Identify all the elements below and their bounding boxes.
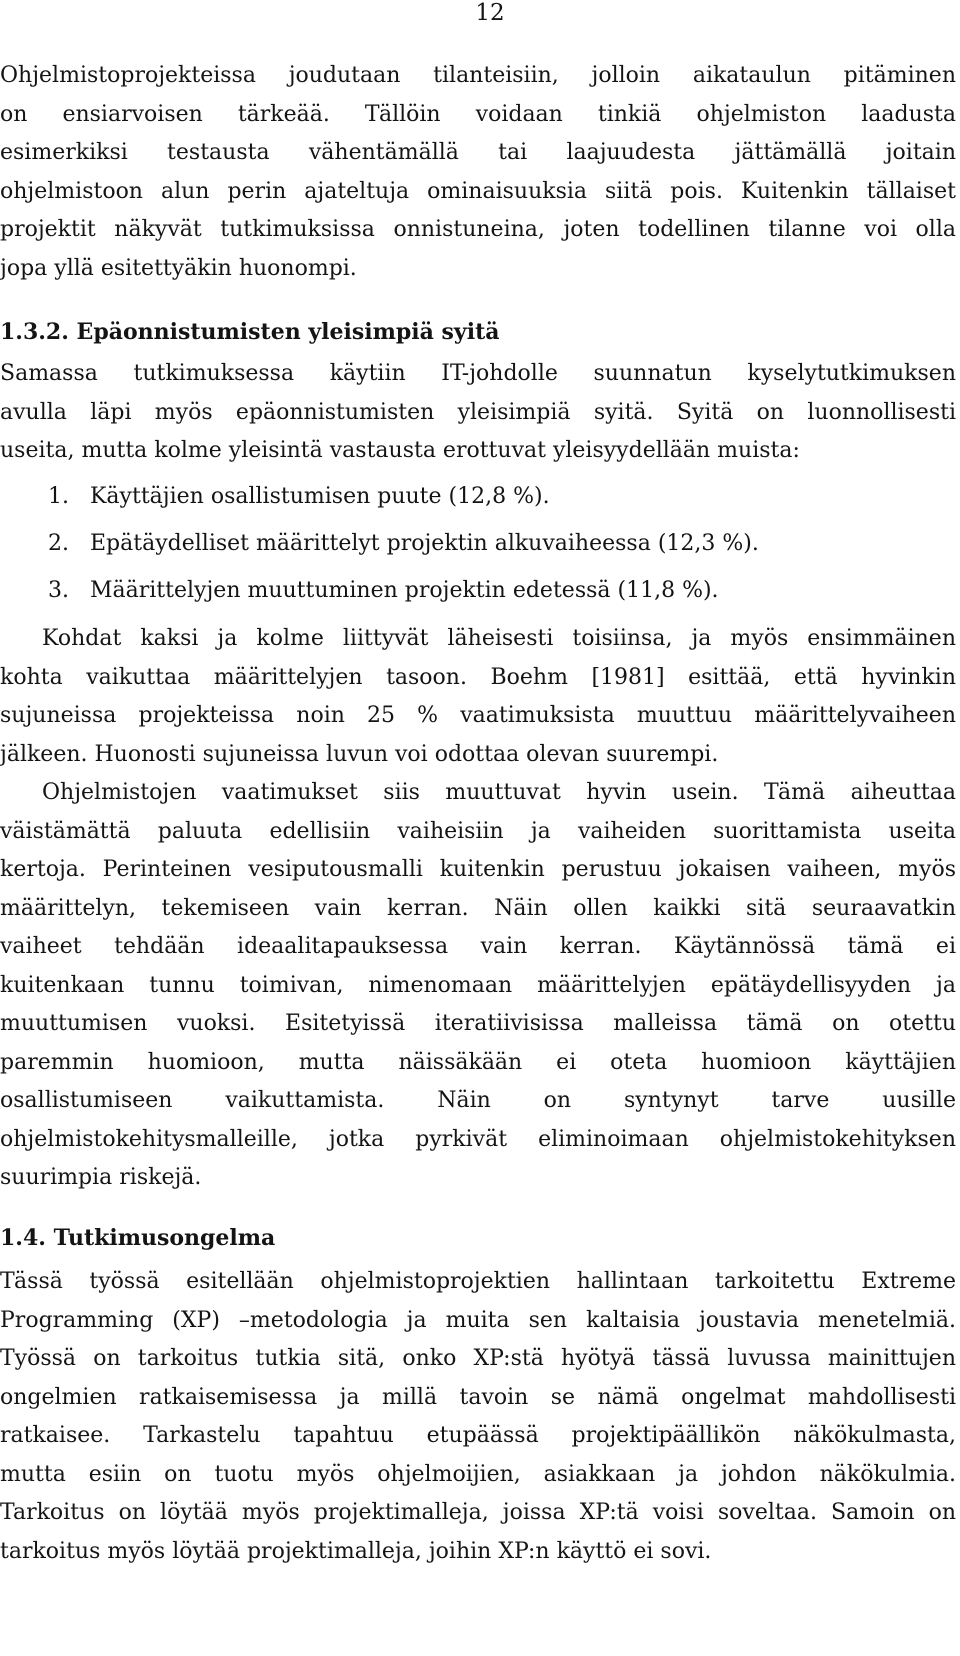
list-number: 2. bbox=[48, 531, 69, 556]
page-number: 12 bbox=[475, 0, 505, 26]
text-line: tarkoitus myös löytää projektimalleja, joihin XP:n käyttö ei sovi. bbox=[0, 1538, 712, 1564]
list-text: Määrittelyjen muuttuminen projektin edetessä (11,8 %). bbox=[90, 578, 719, 603]
text-line: sujuneissa projekteissa noin 25 % vaatimuksista muuttuu määrittelyvaiheen bbox=[0, 703, 956, 728]
text-line: ratkaisee. Tarkastelu tapahtuu etupäässä projektipäällikön näkökulmasta, bbox=[0, 1423, 956, 1448]
list-text: Epätäydelliset määrittelyt projektin alkuvaiheessa (12,3 %). bbox=[90, 531, 759, 556]
paragraph-causes-intro bbox=[0, 355, 956, 471]
text-line: ohjelmistokehitysmalleille, jotka pyrkivät eliminoimaan ohjelmistokehityksen bbox=[0, 1126, 956, 1152]
list-number: 3. bbox=[48, 578, 69, 603]
text-line: avulla läpi myös epäonnistumisten yleisimpiä syitä. Syitä on luonnollisesti bbox=[0, 399, 956, 425]
text-line: Tarkoitus on löytää myös projektimalleja, joissa XP:tä voisi soveltaa. Samoin on bbox=[0, 1500, 956, 1525]
text-line: Työssä on tarkoitus tutkia sitä, onko XP:stä hyötyä tässä luvussa mainittujen bbox=[0, 1346, 956, 1371]
paragraph-requirements bbox=[0, 774, 956, 1198]
text-line: määrittelyn, tekemiseen vain kerran. Näin ollen kaikki sitä seuraavatkin bbox=[0, 895, 956, 921]
text-line: Samassa tutkimuksessa käytiin IT-johdolle suunnatun kyselytutkimuksen bbox=[0, 361, 956, 386]
list-item bbox=[48, 529, 759, 559]
text-line: vaiheet tehdään ideaalitapauksessa vain kerran. Käytännössä tämä ei bbox=[0, 934, 956, 959]
text-line: projektit näkyvät tutkimuksissa onnistuneina, joten todellinen tilanne voi olla bbox=[0, 217, 956, 242]
list-number: 1. bbox=[48, 484, 69, 509]
paragraph-intro bbox=[0, 57, 956, 288]
section-heading-1-4: 1.4. Tutkimusongelma bbox=[0, 1225, 276, 1251]
list-text: Käyttäjien osallistumisen puute (12,8 %). bbox=[90, 484, 550, 509]
text-line: paremmin huomioon, mutta näissäkään ei oteta huomioon käyttäjien bbox=[0, 1049, 956, 1075]
text-line: väistämättä paluuta edellisiin vaiheisiin ja vaiheiden suorittamista useita bbox=[0, 818, 956, 844]
text-line: Tässä työssä esitellään ohjelmistoprojektien hallintaan tarkoitettu Extreme bbox=[0, 1269, 956, 1294]
text-line: kohta vaikuttaa määrittelyjen tasoon. Boehm [1981] esittää, että hyvinkin bbox=[0, 664, 956, 690]
text-line: kuitenkaan tunnu toimivan, nimenomaan määrittelyjen epätäydellisyyden ja bbox=[0, 972, 956, 998]
text-line: Programming (XP) –metodologia ja muita sen kaltaisia joustavia menetelmiä. bbox=[0, 1307, 956, 1333]
text-line: suurimpia riskejä. bbox=[0, 1165, 202, 1190]
text-line: Ohjelmistojen vaatimukset siis muuttuvat hyvin usein. Tämä aiheuttaa bbox=[42, 780, 956, 805]
text-line: kertoja. Perinteinen vesiputousmalli kuitenkin perustuu jokaisen vaiheen, myös bbox=[0, 857, 956, 882]
text-line: jopa yllä esitettyäkin huonompi. bbox=[0, 255, 357, 281]
list-item bbox=[48, 482, 550, 512]
text-line: muuttumisen vuoksi. Esitetyissä iteratiivisissa malleissa tämä on otettu bbox=[0, 1011, 956, 1036]
text-line: ohjelmistoon alun perin ajateltuja ominaisuuksia siitä pois. Kuitenkin tällaiset bbox=[0, 178, 956, 204]
text-line: on ensiarvoisen tärkeää. Tällöin voidaan tinkiä ohjelmiston laadusta bbox=[0, 101, 956, 127]
text-line: esimerkiksi testausta vähentämällä tai laajuudesta jättämällä joitain bbox=[0, 140, 956, 165]
text-line: jälkeen. Huonosti sujuneissa luvun voi odottaa olevan suurempi. bbox=[0, 741, 719, 767]
text-line: useita, mutta kolme yleisintä vastausta erottuvat yleisyydellään muista: bbox=[0, 438, 800, 463]
text-line: Kohdat kaksi ja kolme liittyvät läheisesti toisiinsa, ja myös ensimmäinen bbox=[42, 626, 956, 651]
text-line: Ohjelmistoprojekteissa joudutaan tilanteisiin, jolloin aikataulun pitäminen bbox=[0, 63, 956, 88]
paragraph-boehm bbox=[0, 620, 956, 774]
section-heading-1-3-2: 1.3.2. Epäonnistumisten yleisimpiä syitä bbox=[0, 319, 500, 345]
paragraph-research-problem bbox=[0, 1263, 956, 1571]
text-line: ongelmien ratkaisemisessa ja millä tavoin se nämä ongelmat mahdollisesti bbox=[0, 1384, 956, 1410]
list-item bbox=[48, 576, 719, 606]
text-line: mutta esiin on tuotu myös ohjelmoijien, asiakkaan ja johdon näkökulmia. bbox=[0, 1461, 956, 1487]
text-line: osallistumiseen vaikuttamista. Näin on syntynyt tarve uusille bbox=[0, 1088, 956, 1113]
